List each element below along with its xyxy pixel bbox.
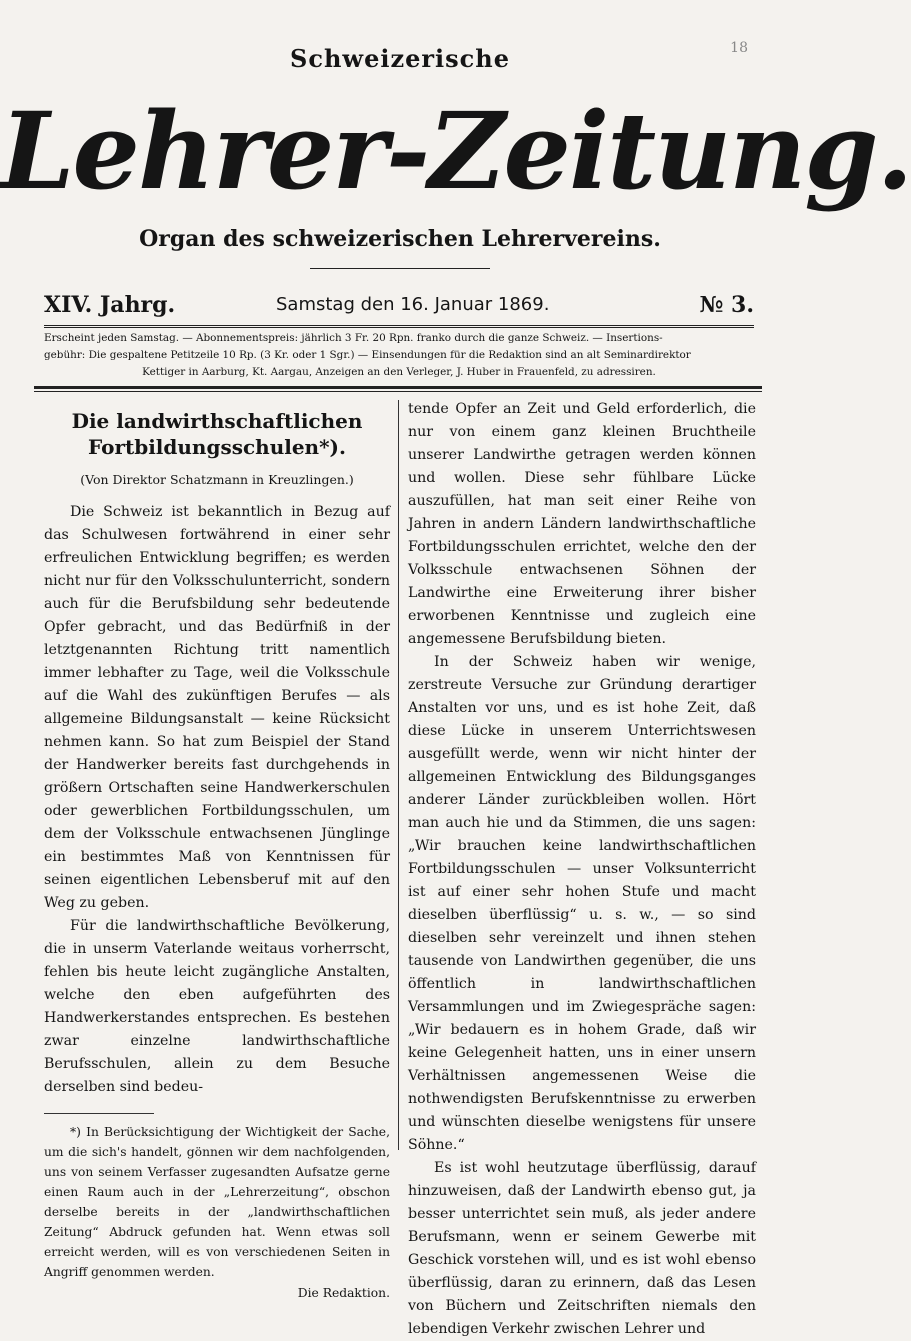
notice-line: gebühr: Die gespaltene Petitzeile 10 Rp. (3 Kr. oder 1 Sgr.) — Einsendungen für die Redaktion sind an alt Seminardirektor: [44, 349, 691, 361]
footnote-rule: [44, 1113, 154, 1114]
paragraph: Für die landwirthschaftliche Bevölkerung, die in unserm Vaterlande weitaus vorherrscht, fehlen bis heute leicht zugängliche Anstalten, welche den eben aufgeführten des Handwerkerstandes entsprechen. Es bestehen zwar einzelne landwirthschaftliche Berufsschulen, allein zu dem Besuche derselben sind bedeu-: [44, 918, 390, 1095]
issue-line: [44, 292, 754, 322]
subscription-notice: [44, 330, 754, 381]
decorative-rule: [310, 268, 490, 269]
header-rule-thin: [34, 391, 762, 392]
masthead-top: Schweizerische: [290, 44, 510, 73]
column-divider: [398, 400, 399, 1150]
right-column: [408, 398, 756, 1341]
issue-volume: XIV. Jahrg.: [44, 292, 176, 318]
article-title: Die landwirthschaftlichen Fortbildungsschulen*).: [71, 409, 363, 459]
masthead-title: Lehrer-Zeitung.: [0, 88, 911, 213]
footnote-signature: Die Redaktion.: [297, 1286, 390, 1300]
header-rule: [34, 386, 762, 389]
paragraph: Es ist wohl heutzutage überflüssig, darauf hinzuweisen, daß der Landwirth ebenso gut, ja besser unterrichtet sein muß, als jeder andere Berufsmann, wenn er seinem Gewerbe mit Geschick vorstehen will, und es ist wohl ebenso überflüssig, daran zu erinnern, daß das Lesen von Büchern und Zeitschriften niemals den lebendigen Verkehr zwischen Lehrer und: [408, 1160, 756, 1337]
footnote: *) In Berücksichtigung der Wichtigkeit der Sache, um die sich's handelt, gönnen wir dem nachfolgenden, uns von seinem Verfasser zugesandten Aufsatze gerne einen Raum auch in der „Lehrerzeitung“, obschon derselbe bereits in der „landwirthschaftlichen Zeitung“ Abdruck gefunden hat. Wenn etwas soll erreicht werden, will es von verschiedenen Seiten in Angriff genommen werden.: [44, 1125, 390, 1279]
issue-rule: [44, 325, 754, 328]
issue-number: № 3.: [699, 292, 754, 318]
left-column: [44, 404, 390, 1305]
paragraph: Die Schweiz ist bekanntlich in Bezug auf das Schulwesen fortwährend in einer sehr erfreulichen Entwicklung begriffen; es werden nicht nur für den Volksschulunterricht, sondern auch für die Berufsbildung sehr bedeutende Opfer gebracht, und das Bedürfniß in der letztgenannten Richtung tritt namentlich immer lebhafter zu Tage, weil die Volksschule auf die Wahl des zukünftigen Berufes — als allgemeine Bildungsanstalt — keine Rücksicht nehmen kann. So hat zum Beispiel der Stand der Handwerker bereits fast durchgehends in größern Ortschaften seine Handwerkerschulen oder gewerblichen Fortbildungsschulen, um dem der Volksschule entwachsenen Jünglinge ein bestimmtes Maß von Kenntnissen für seinen eigentlichen Lebensberuf mit auf den Weg zu geben.: [44, 504, 390, 911]
paragraph: In der Schweiz haben wir wenige, zerstreute Versuche zur Gründung derartiger Anstalten vor uns, und es ist hohe Zeit, daß diese Lücke in unserem Unterrichtswesen ausgefüllt werde, wenn wir nicht hinter der allgemeinen Entwicklung des Bildungsganges anderer Länder zurückbleiben wollen. Hört man auch hie und da Stimmen, die uns sagen: „Wir brauchen keine landwirthschaftlichen Fortbildungsschulen — unser Volksunterricht ist auf einer sehr hohen Stufe und macht dieselben überflüssig“ u. s. w., — so sind dieselben sehr vereinzelt und ihnen stehen tausende von Landwirthen gegenüber, die uns öffentlich in landwirthschaftlichen Versammlungen und im Zwiegespräche sagen: „Wir bedauern es in hohem Grade, daß wir keine Gelegenheit hatten, uns in einer unsern Verhältnissen angemessenen Weise die nothwendigsten Berufskenntnisse zu erwerben und wünschten dieselbe wenigstens für unsere Söhne.“: [408, 654, 756, 1153]
masthead-subtitle: Organ des schweizerischen Lehrervereins.: [139, 226, 661, 252]
page-number: 18: [730, 40, 748, 56]
article-author: (Von Direktor Schatzmann in Kreuzlingen.): [80, 472, 354, 487]
issue-date: Samstag den 16. Januar 1869.: [276, 294, 550, 315]
paragraph: tende Opfer an Zeit und Geld erforderlich, die nur von einem ganz kleinen Bruchtheile unserer Landwirthe getragen werden können und wollen. Diese sehr fühlbare Lücke auszufüllen, hat man seit einer Reihe von Jahren in andern Ländern landwirthschaftliche Fortbildungsschulen errichtet, welche den der Volksschule entwachsenen Söhnen der Landwirthe eine Erweiterung ihrer bisher erworbenen Kenntnisse und zugleich eine angemessene Berufsbildung bieten.: [408, 401, 756, 647]
notice-line: Erscheint jeden Samstag. — Abonnementspreis: jährlich 3 Fr. 20 Rpn. franko durch die ganze Schweiz. — Insertions-: [44, 332, 663, 344]
notice-line: Kettiger in Aarburg, Kt. Aargau, Anzeigen an den Verleger, J. Huber in Frauenfeld, zu adressiren.: [142, 366, 656, 378]
